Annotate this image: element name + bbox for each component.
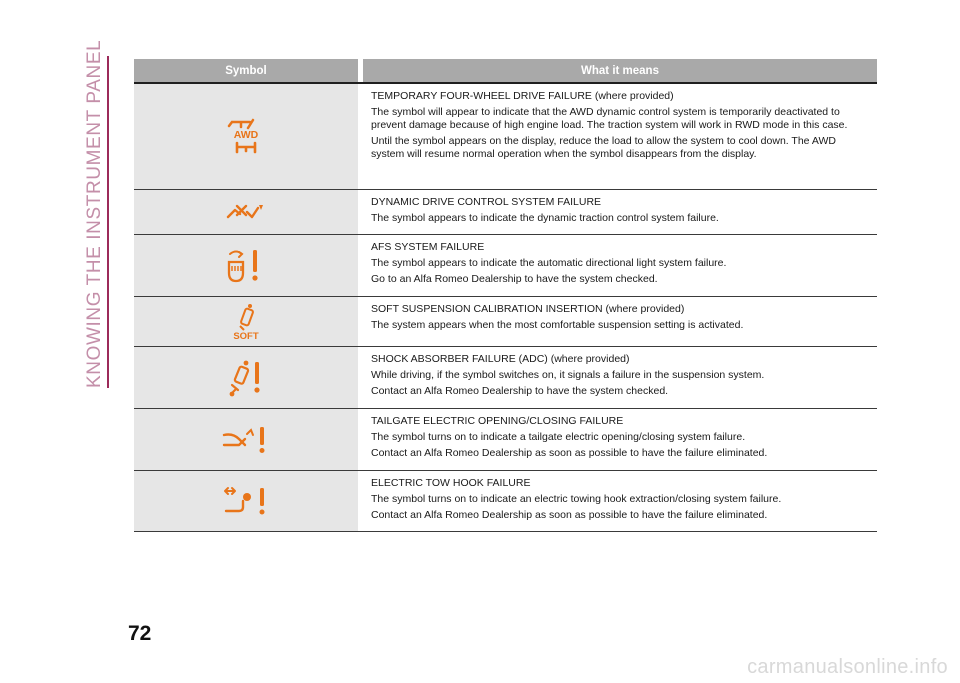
symbol-cell — [134, 190, 358, 234]
meaning-cell — [363, 297, 877, 346]
meaning-cell — [363, 84, 877, 189]
symbol-cell — [134, 84, 358, 189]
table-row — [134, 190, 877, 235]
symbol-cell — [134, 347, 358, 408]
row-text: The symbol appears to indicate the dynamic traction control system failure. — [371, 212, 719, 224]
row-title: TAILGATE ELECTRIC OPENING/CLOSING FAILURE — [371, 415, 624, 427]
awd-icon — [226, 117, 266, 157]
row-title: AFS SYSTEM FAILURE — [371, 241, 485, 253]
symbol-cell — [134, 297, 358, 346]
table-row — [134, 297, 877, 347]
symbol-cell — [134, 235, 358, 296]
awd-icon-text: AWD — [233, 128, 259, 141]
meaning-cell — [363, 190, 877, 234]
meaning-cell — [363, 347, 877, 408]
table-row — [134, 409, 877, 471]
symbol-cell — [134, 471, 358, 531]
row-text: Contact an Alfa Romeo Dealership as soon as possible to have the failure eliminated. — [371, 509, 768, 521]
row-text: The symbol turns on to indicate a tailgate electric opening/closing system failure. — [371, 431, 746, 443]
warning-symbols-table — [134, 59, 877, 532]
row-title: ELECTRIC TOW HOOK FAILURE — [371, 477, 531, 489]
watermark: carmanualsonline.info — [747, 656, 948, 678]
row-text: Contact an Alfa Romeo Dealership as soon as possible to have the failure eliminated. — [371, 447, 768, 459]
row-text: Go to an Alfa Romeo Dealership to have the system checked. — [371, 273, 658, 285]
soft-suspension-icon — [226, 302, 266, 342]
tow-hook-failure-icon — [221, 485, 271, 517]
table-row — [134, 471, 877, 532]
symbol-cell — [134, 409, 358, 470]
meaning-cell — [363, 409, 877, 470]
tailgate-failure-icon — [221, 425, 271, 455]
row-text: Until the symbol appears on the display, reduce the load to allow the system to cool down. The AWD system will resume normal operation when the symbol disappears from the display. — [371, 135, 836, 160]
table-header — [134, 59, 877, 84]
side-rule — [107, 56, 109, 388]
row-text: The symbol appears to indicate the automatic directional light system failure. — [371, 257, 727, 269]
row-text: The symbol turns on to indicate an electric towing hook extraction/closing system failure. — [371, 493, 782, 505]
afs-headlight-failure-icon — [224, 246, 268, 286]
row-text: The system appears when the most comfortable suspension setting is activated. — [371, 319, 744, 331]
dynamic-drive-control-icon — [225, 202, 267, 222]
header-symbol: Symbol — [134, 59, 358, 82]
row-text: The symbol will appear to indicate that the AWD dynamic control system is temporarily deactivated to prevent damage because of high engine load. The traction system will work in RWD mode in this case. — [371, 106, 848, 131]
soft-icon-text: SOFT — [233, 330, 259, 342]
page-number: 72 — [128, 622, 152, 645]
shock-absorber-failure-icon — [224, 358, 268, 398]
section-side-title: KNOWING THE INSTRUMENT PANEL — [84, 39, 105, 388]
row-title: TEMPORARY FOUR-WHEEL DRIVE FAILURE (where provided) — [371, 90, 674, 102]
meaning-cell — [363, 471, 877, 531]
row-title: SHOCK ABSORBER FAILURE (ADC) (where provided) — [371, 353, 630, 365]
meaning-cell — [363, 235, 877, 296]
row-title: DYNAMIC DRIVE CONTROL SYSTEM FAILURE — [371, 196, 602, 208]
table-row — [134, 235, 877, 297]
row-title: SOFT SUSPENSION CALIBRATION INSERTION (where provided) — [371, 303, 685, 315]
header-meaning: What it means — [363, 59, 877, 82]
row-text: While driving, if the symbol switches on, it signals a failure in the suspension system. — [371, 369, 765, 381]
table-row — [134, 347, 877, 409]
table-row — [134, 84, 877, 190]
row-text: Contact an Alfa Romeo Dealership to have the system checked. — [371, 385, 669, 397]
